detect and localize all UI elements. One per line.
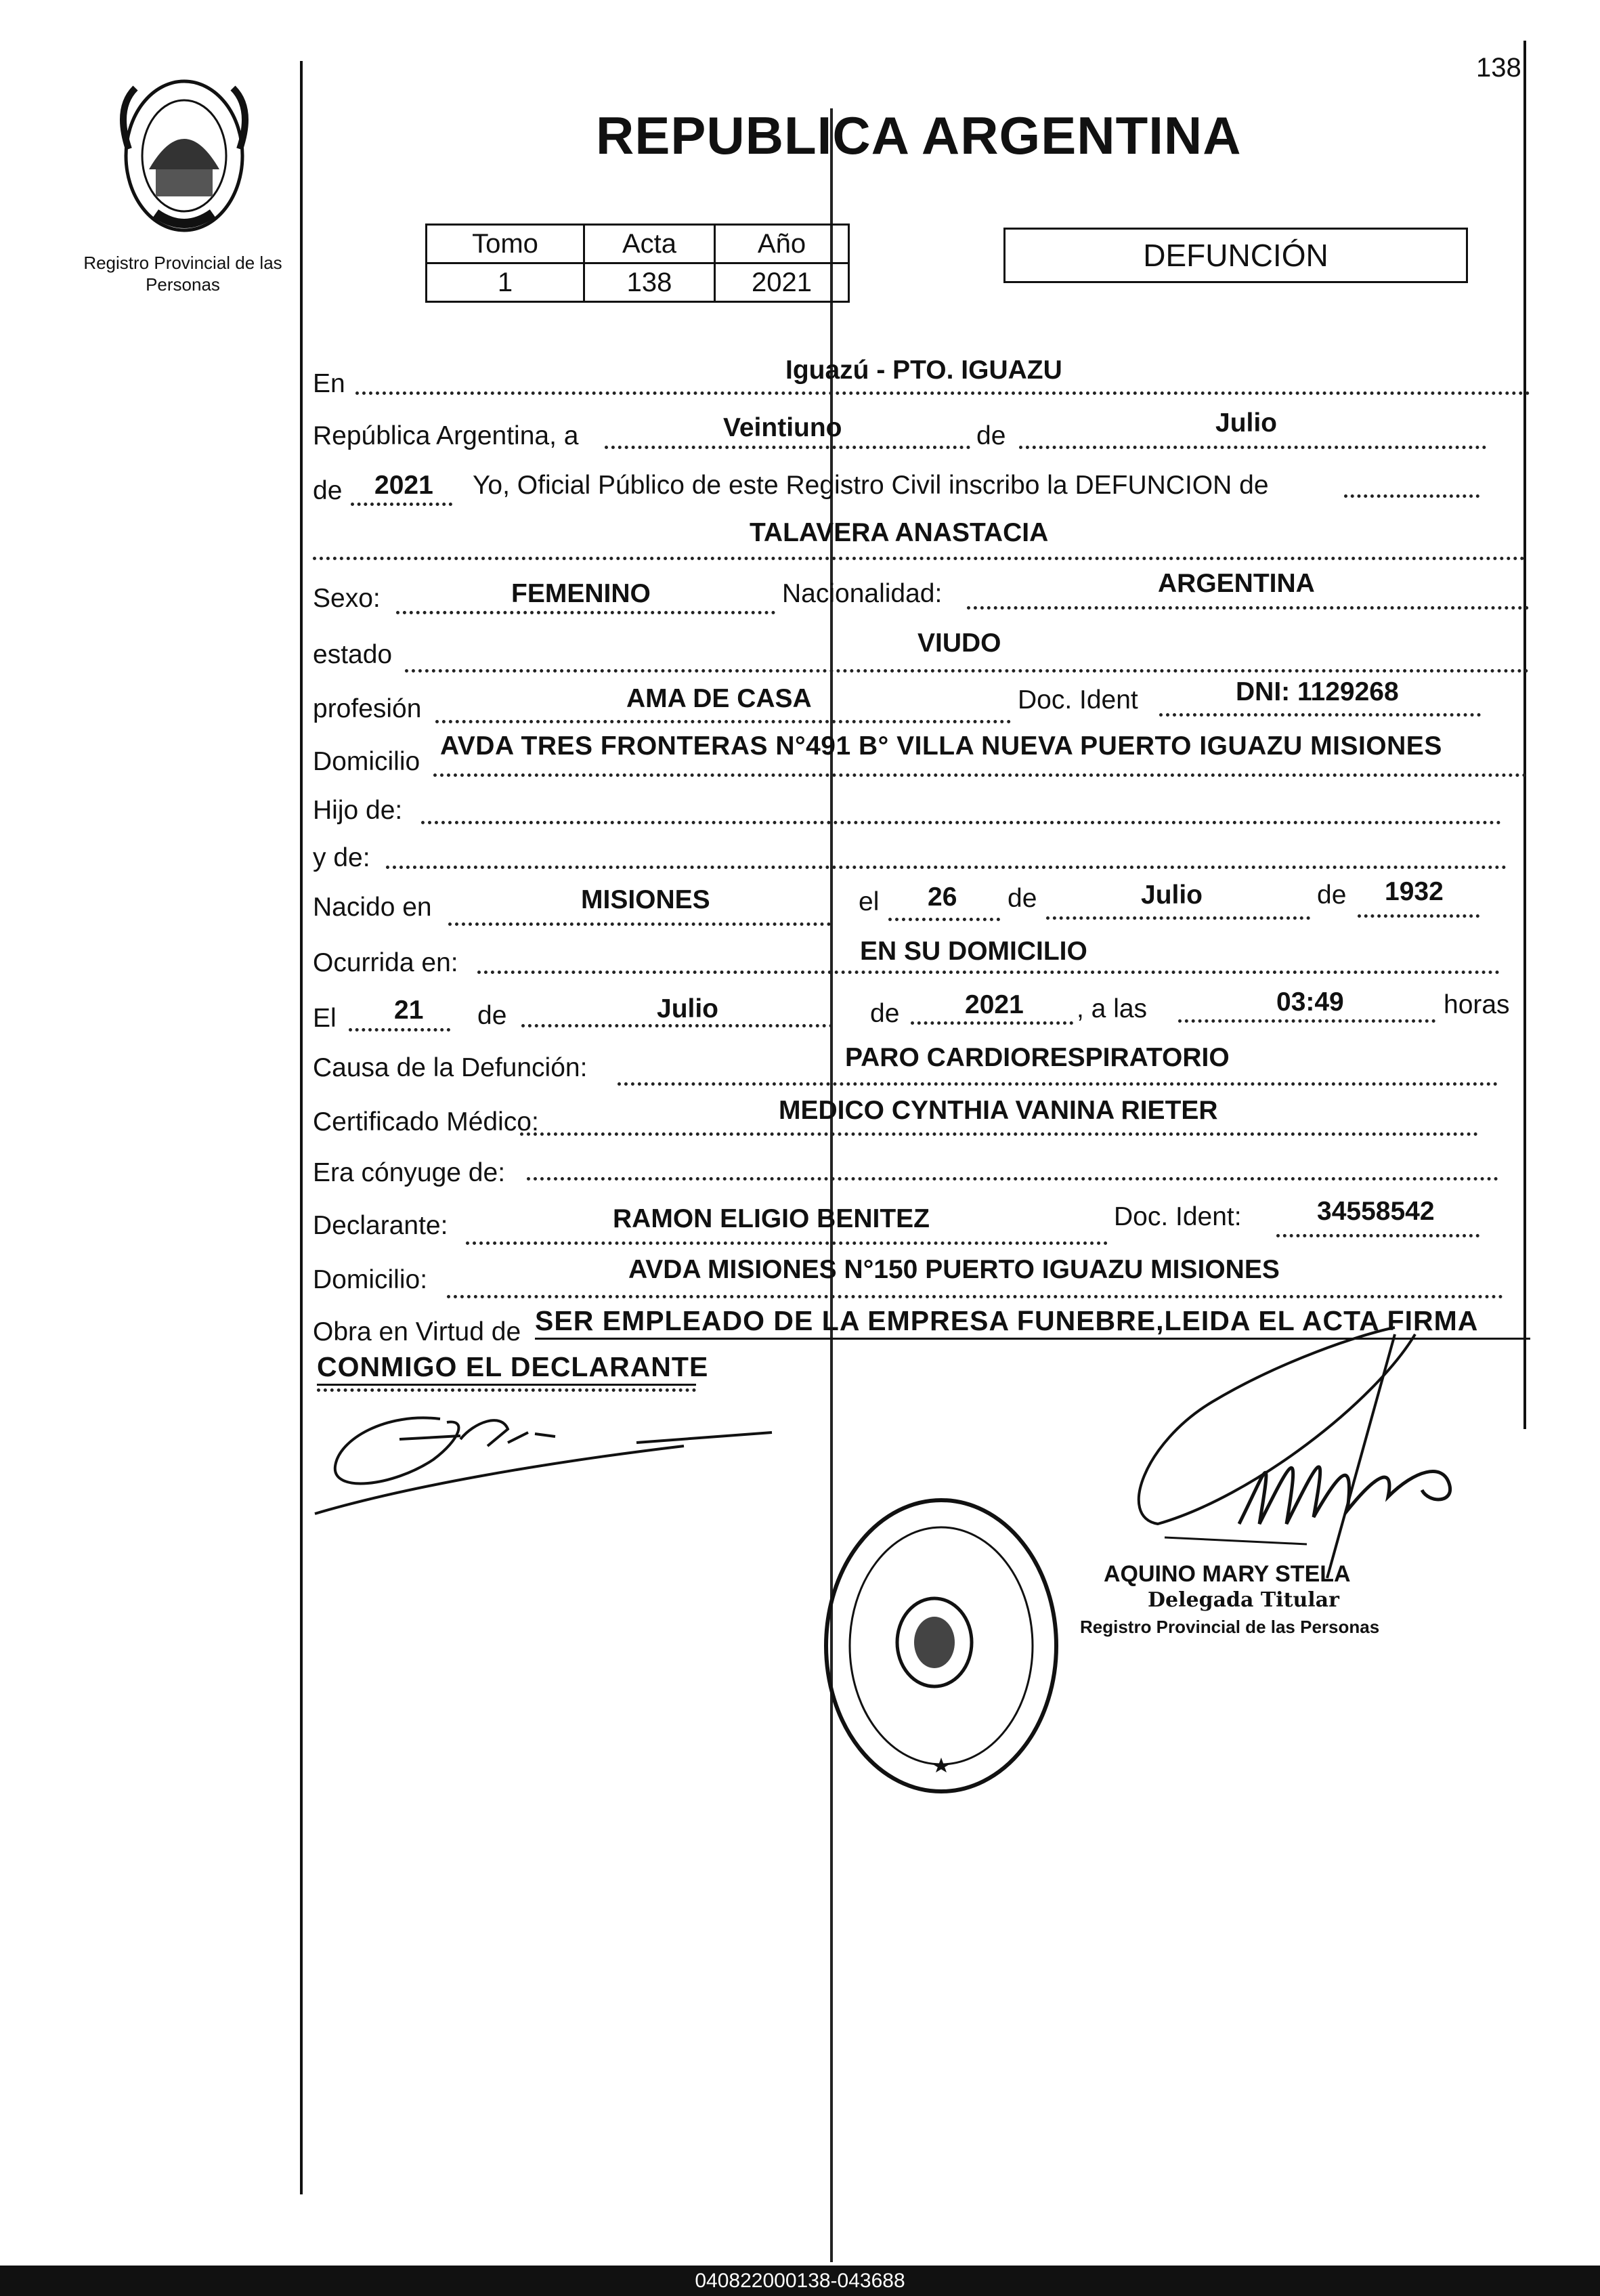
barcode-footer: 040822000138-043688 xyxy=(0,2266,1600,2296)
en-dots xyxy=(355,391,1530,395)
nacido-dots xyxy=(448,922,831,926)
registry-label: Registro Provincial de las Personas xyxy=(83,253,282,295)
decl-doc-dots xyxy=(1276,1234,1479,1237)
profesion-dots xyxy=(435,720,1011,723)
declarant-signature xyxy=(305,1392,833,1527)
death-day: 21 xyxy=(394,996,424,1025)
death-month-dots xyxy=(521,1024,833,1027)
month-value: Julio xyxy=(1215,408,1278,438)
conyuge-dots xyxy=(527,1177,1498,1181)
de-label: de xyxy=(976,421,1006,450)
record-table-header-row xyxy=(427,225,849,263)
record-table-value-row xyxy=(427,263,849,302)
yo-text: Yo, Oficial Público de este Registro Civil inscribo la DEFUNCION de xyxy=(473,471,1269,500)
official-name: AQUINO MARY STELA xyxy=(1104,1561,1351,1587)
nacionalidad-dots xyxy=(967,606,1529,610)
record-table xyxy=(425,224,850,303)
birth-day-dots xyxy=(888,918,1000,921)
domicilio-label: Domicilio xyxy=(313,747,420,776)
certificado-label: Certificado Médico: xyxy=(313,1107,539,1136)
day-value: Veintiuno xyxy=(723,413,842,442)
ocurrida-value: EN SU DOMICILIO xyxy=(860,937,1087,966)
death-year-dots xyxy=(911,1021,1073,1025)
a-las-label: , a las xyxy=(1077,994,1148,1023)
causa-value: PARO CARDIORESPIRATORIO xyxy=(845,1043,1230,1072)
causa-label: Causa de la Defunción: xyxy=(313,1053,588,1082)
doc-ident-dots xyxy=(1159,713,1481,717)
declarante-dots xyxy=(466,1241,1108,1245)
decl-doc-value: 34558542 xyxy=(1317,1197,1435,1226)
birth-de1-label: de xyxy=(1008,884,1037,913)
death-day-dots xyxy=(349,1028,450,1032)
republica-label: República Argentina, a xyxy=(313,421,579,450)
conyuge-label: Era cónyuge de: xyxy=(313,1158,506,1187)
day-dots xyxy=(605,446,970,449)
declarante-label: Declarante: xyxy=(313,1211,448,1240)
yo-dots xyxy=(1344,494,1479,498)
declarante-value: RAMON ELIGIO BENITEZ xyxy=(613,1204,930,1233)
death-el-label: El xyxy=(313,1004,337,1033)
province-logo xyxy=(108,68,261,244)
month-dots xyxy=(1019,446,1486,449)
birth-month-dots xyxy=(1046,916,1310,920)
death-de1-label: de xyxy=(477,1001,507,1030)
left-margin-rule xyxy=(300,61,303,2194)
certificado-value: MEDICO CYNTHIA VANINA RIETER xyxy=(779,1096,1218,1125)
decl-domicilio-label: Domicilio: xyxy=(313,1265,428,1294)
profesion-value: AMA DE CASA xyxy=(626,684,812,713)
birth-de2-label: de xyxy=(1317,880,1347,910)
yde-label: y de: xyxy=(313,843,370,872)
death-time-dots xyxy=(1178,1019,1435,1023)
domicilio-dots xyxy=(433,773,1527,777)
ocurrida-dots xyxy=(477,971,1500,974)
nacido-label: Nacido en xyxy=(313,893,432,922)
death-time: 03:49 xyxy=(1276,987,1344,1017)
birth-month: Julio xyxy=(1141,880,1203,910)
horas-label: horas xyxy=(1444,990,1510,1019)
year-dots xyxy=(351,503,452,506)
acta-value: 138 xyxy=(584,263,715,302)
decl-domicilio-dots xyxy=(447,1295,1503,1298)
official-role: Delegada Titular xyxy=(1148,1588,1339,1612)
page-title: REPUBLICA ARGENTINA xyxy=(596,106,1242,165)
estado-label: estado xyxy=(313,640,393,669)
birth-year-dots xyxy=(1358,914,1479,918)
doc-ident-label: Doc. Ident xyxy=(1018,685,1138,715)
tomo-header: Tomo xyxy=(427,225,584,263)
death-year: 2021 xyxy=(965,990,1024,1019)
certificado-dots xyxy=(520,1132,1478,1136)
anio-value: 2021 xyxy=(715,263,849,302)
death-month: Julio xyxy=(657,994,719,1023)
birth-year: 1932 xyxy=(1385,877,1444,906)
obra-label: Obra en Virtud de xyxy=(313,1317,521,1346)
year-value: 2021 xyxy=(374,471,433,500)
deceased-name: TALAVERA ANASTACIA xyxy=(750,518,1049,547)
sexo-label: Sexo: xyxy=(313,584,381,613)
nacido-value: MISIONES xyxy=(581,885,710,914)
record-kind-box: DEFUNCIÓN xyxy=(1003,228,1468,283)
year-prefix-label: de xyxy=(313,476,343,505)
birth-day: 26 xyxy=(928,883,957,912)
ocurrida-label: Ocurrida en: xyxy=(313,948,458,977)
right-margin-rule xyxy=(1523,41,1526,1429)
official-registry: Registro Provincial de las Personas xyxy=(1080,1617,1380,1637)
tomo-value: 1 xyxy=(427,263,584,302)
yde-dots xyxy=(386,866,1507,869)
en-label: En xyxy=(313,369,345,398)
estado-dots xyxy=(405,669,1529,673)
profesion-label: profesión xyxy=(313,694,422,723)
deceased-dots xyxy=(313,557,1525,560)
death-de2-label: de xyxy=(870,999,900,1028)
obra-underline2 xyxy=(317,1384,696,1386)
obra-value-line2: CONMIGO EL DECLARANTE xyxy=(317,1351,709,1382)
nacionalidad-label: Nacionalidad: xyxy=(782,579,943,608)
causa-dots xyxy=(618,1082,1498,1086)
official-stamp xyxy=(816,1490,1066,1802)
en-value: Iguazú - PTO. IGUAZU xyxy=(785,356,1062,385)
domicilio-value: AVDA TRES FRONTERAS N°491 B° VILLA NUEVA PUERTO IGUAZU MISIONES xyxy=(440,731,1442,761)
estado-value: VIUDO xyxy=(917,629,1001,658)
birth-el-label: el xyxy=(859,887,880,916)
sexo-value: FEMENINO xyxy=(511,579,651,608)
page-number: 138 xyxy=(1476,53,1521,83)
anio-header: Año xyxy=(715,225,849,263)
sexo-dots xyxy=(396,611,775,614)
hijo-dots xyxy=(421,821,1501,824)
decl-domicilio-value: AVDA MISIONES N°150 PUERTO IGUAZU MISIONES xyxy=(628,1255,1280,1284)
hijo-label: Hijo de: xyxy=(313,796,403,825)
decl-doc-label: Doc. Ident: xyxy=(1114,1202,1242,1231)
nacionalidad-value: ARGENTINA xyxy=(1158,569,1315,598)
obra-value-line1: SER EMPLEADO DE LA EMPRESA FUNEBRE,LEIDA EL ACTA FIRMA xyxy=(535,1305,1479,1336)
doc-ident-value: DNI: 1129268 xyxy=(1236,677,1399,706)
acta-header: Acta xyxy=(584,225,715,263)
